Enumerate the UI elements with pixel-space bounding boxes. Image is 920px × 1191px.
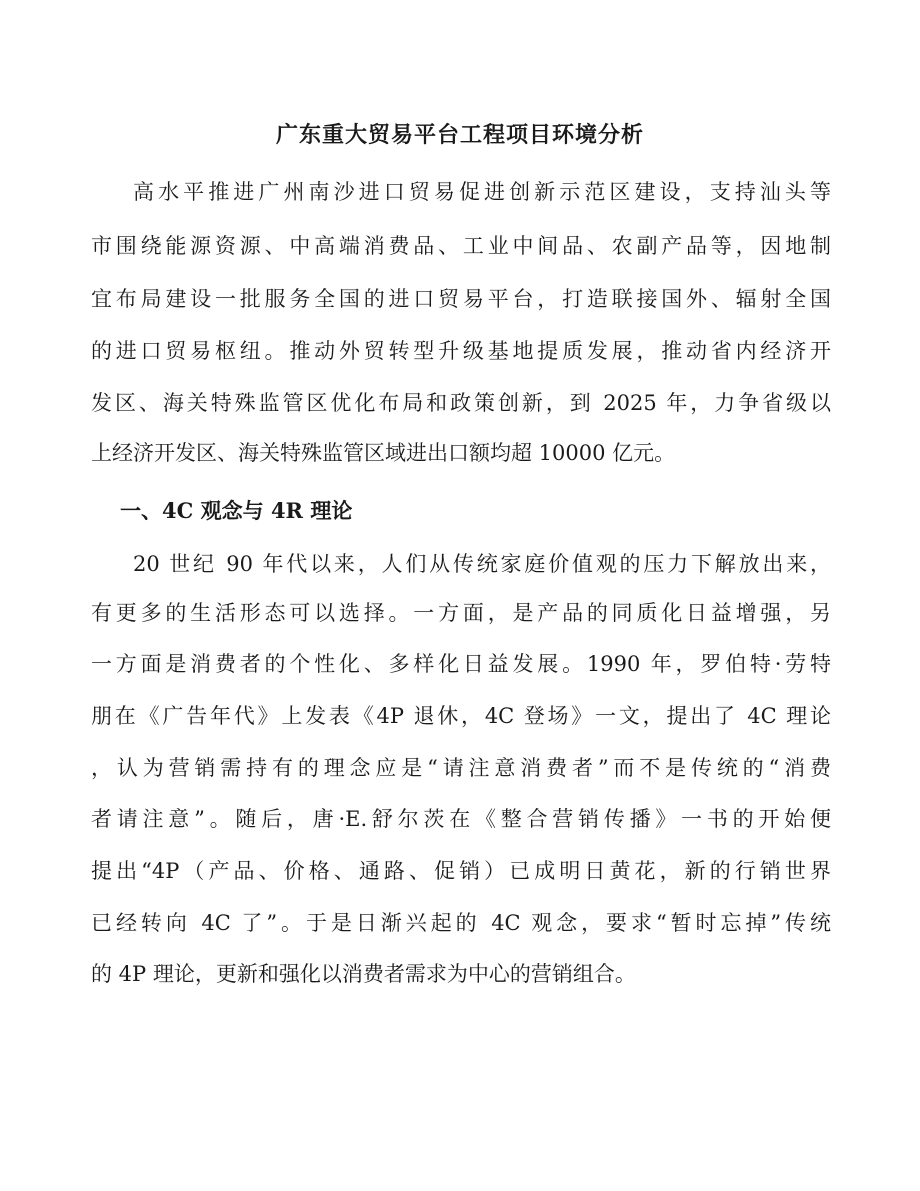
section-line-5: ，认为营销需持有的理念应是“请注意消费者”而不是传统的“消费 — [91, 756, 831, 780]
section-line-8: 已经转向 4C 了”。于是日渐兴起的 4C 观念，要求“暂时忘掉”传统 — [91, 911, 831, 935]
intro-line-3: 宜布局建设一批服务全国的进口贸易平台，打造联接国外、辐射全国 — [91, 287, 831, 311]
section-line-6: 者请注意”。随后，唐·E.舒尔茨在《整合营销传播》一书的开始便 — [91, 807, 831, 831]
section-heading: 一、4C 观念与 4R 理论 — [120, 498, 353, 523]
section-line-4: 朋在《广告年代》上发表《4P 退休，4C 登场》一文，提出了 4C 理论 — [91, 704, 831, 728]
section-line-9: 的 4P 理论，更新和强化以消费者需求为中心的营销组合。 — [91, 962, 636, 986]
intro-line-2: 市围绕能源资源、中高端消费品、工业中间品、农副产品等，因地制 — [91, 234, 831, 258]
section-line-3: 一方面是消费者的个性化、多样化日益发展。1990 年，罗伯特·劳特 — [91, 652, 831, 676]
intro-line-5: 发区、海关特殊监管区优化布局和政策创新，到 2025 年，力争省级以 — [91, 391, 831, 415]
section-line-1: 20 世纪 90 年代以来，人们从传统家庭价值观的压力下解放出来， — [133, 552, 831, 576]
document-title: 广东重大贸易平台工程项目环境分析 — [275, 122, 644, 148]
intro-line-1: 高水平推进广州南沙进口贸易促进创新示范区建设，支持汕头等 — [133, 180, 831, 204]
intro-line-6: 上经济开发区、海关特殊监管区域进出口额均超 10000 亿元。 — [91, 441, 676, 465]
intro-line-4: 的进口贸易枢纽。推动外贸转型升级基地提质发展，推动省内经济开 — [91, 339, 831, 363]
section-line-2: 有更多的生活形态可以选择。一方面，是产品的同质化日益增强，另 — [91, 601, 831, 625]
section-line-7: 提出“4P（产品、价格、通路、促销）已成明日黄花，新的行销世界 — [91, 859, 831, 883]
